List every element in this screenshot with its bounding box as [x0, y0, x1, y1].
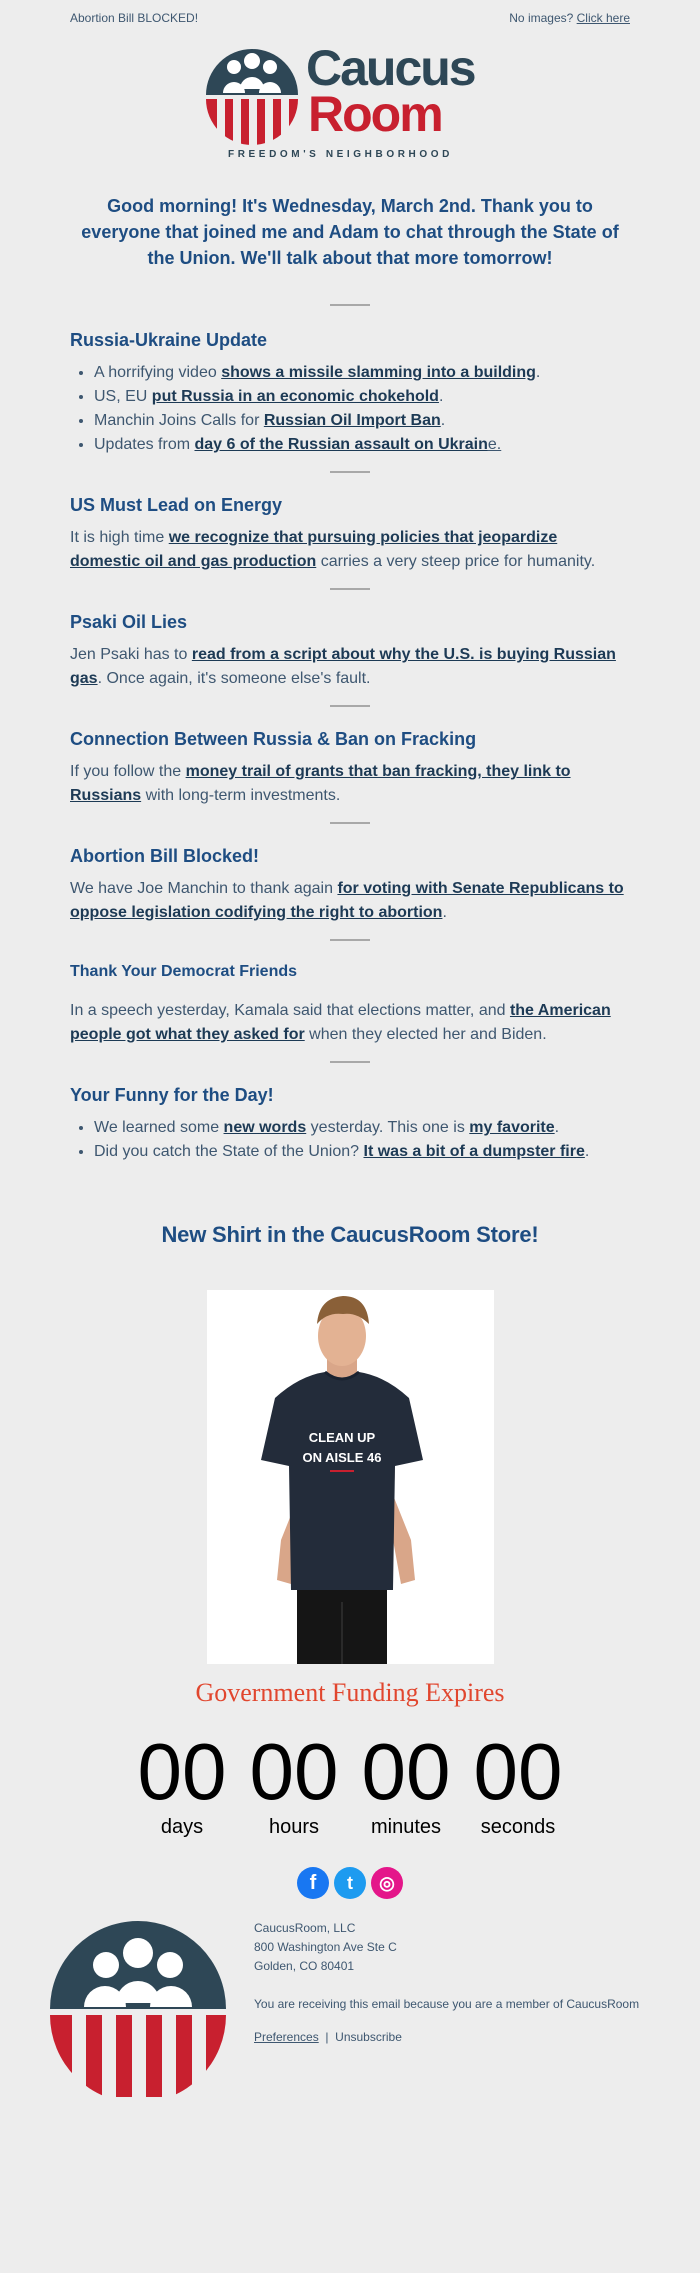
section-abortion [70, 846, 630, 925]
section-title: Your Funny for the Day! [70, 1085, 274, 1105]
list-item: • US, EU put Russia in an economic chokehold. [94, 385, 630, 409]
countdown-label: seconds [480, 1816, 556, 1838]
countdown-timer [70, 1727, 630, 1839]
countdown-value: 00 [249, 1727, 339, 1816]
logo-word-caucus: Caucus [306, 40, 475, 96]
countdown-label: days [160, 1816, 204, 1838]
store-title: New Shirt in the CaucusRoom Store! [161, 1222, 539, 1247]
footer-links [254, 2028, 639, 2047]
section-body: We have Joe Manchin to thank again for voting with Senate Republicans to oppose legislation codifying the right to abortion. [70, 880, 624, 921]
footer-info [254, 1915, 639, 2097]
logo-word-room: Room [308, 86, 442, 142]
click-here-link[interactable]: Click here [576, 11, 630, 25]
senate-vote-link[interactable]: for voting with Senate Republicans to oppose legislation codifying the right to abortion [70, 880, 624, 921]
logo-mark [200, 39, 500, 165]
footer [48, 1915, 700, 2097]
countdown-seconds [462, 1727, 574, 1839]
dumpster-fire-link[interactable]: It was a bit of a dumpster fire [363, 1143, 585, 1160]
no-images-notice: No images? Click here [509, 11, 630, 25]
countdown-value: 00 [473, 1727, 563, 1816]
energy-policy-link[interactable]: we recognize that pursuing policies that jeopardize domestic oil and gas production [70, 529, 558, 570]
logo-tagline: FREEDOM'S NEIGHBORHOOD [228, 149, 453, 160]
company-name: CaucusRoom, LLC [254, 1921, 356, 1935]
list-item: • Did you catch the State of the Union? It was a bit of a dumpster fire. [94, 1140, 630, 1164]
shirt-print-line2: ON AISLE 46 [302, 1450, 381, 1465]
psaki-script-link[interactable]: read from a script about why the U.S. is buying Russian gas [70, 646, 616, 687]
preheader [70, 0, 630, 35]
preheader-subject: Abortion Bill BLOCKED! [70, 11, 199, 25]
email-column [70, 0, 630, 1899]
greeting: Good morning! It's Wednesday, March 2nd. Thank you to everyone that joined me and Adam to chat through the State of the Union. We'll talk about that more tomorrow! [81, 196, 619, 268]
list-item: • Manchin Joins Calls for Russian Oil Import Ban. [94, 409, 630, 433]
section-funny [70, 1085, 630, 1164]
funding-title: Government Funding Expires [195, 1678, 505, 1707]
section-title: Psaki Oil Lies [70, 612, 188, 632]
link-separator: | [325, 2030, 329, 2044]
twitter-icon[interactable]: t [334, 1867, 366, 1899]
section-title: Thank Your Democrat Friends [70, 963, 298, 980]
shirt-print-line1: CLEAN UP [308, 1430, 375, 1445]
new-words-link[interactable]: new words [223, 1119, 307, 1136]
shirt-product-image[interactable] [207, 1290, 494, 1664]
oil-import-ban-link[interactable]: Russian Oil Import Ban [263, 412, 441, 429]
social-links [70, 1867, 630, 1899]
day-six-link-tail[interactable]: e. [487, 436, 502, 453]
section-russia-ukraine [70, 330, 630, 457]
section-body: If you follow the money trail of grants that ban fracking, they link to Russians with long-term investments. [70, 763, 571, 804]
list-item: • Updates from day 6 of the Russian assault on Ukraine. [94, 433, 630, 457]
instagram-icon[interactable]: ◎ [371, 1867, 403, 1899]
section-body: It is high time we recognize that pursuing policies that jeopardize domestic oil and gas production carries a very steep price for humanity. [70, 529, 596, 570]
countdown-value: 00 [137, 1727, 227, 1816]
countdown-minutes [350, 1727, 462, 1839]
footer-logo-mark [48, 1915, 228, 2097]
section-title: US Must Lead on Energy [70, 495, 283, 515]
countdown-days [126, 1727, 238, 1839]
section-energy [70, 495, 630, 574]
countdown-hours [238, 1727, 350, 1839]
fracking-grants-link[interactable]: money trail of grants that ban fracking, they link to Russians [70, 763, 571, 804]
american-people-link[interactable]: the American people got what they asked for [70, 1002, 611, 1043]
section-psaki [70, 612, 630, 691]
countdown-value: 00 [361, 1727, 451, 1816]
funny-list [70, 1116, 630, 1164]
list-item: • We learned some new words yesterday. This one is my favorite. [94, 1116, 630, 1140]
my-favorite-link[interactable]: my favorite [469, 1119, 555, 1136]
preferences-link[interactable]: Preferences [254, 2030, 319, 2044]
section-title: Russia-Ukraine Update [70, 330, 268, 350]
membership-notice: You are receiving this email because you are a member of CaucusRoom [254, 1997, 640, 2011]
section-title: Connection Between Russia & Ban on Fracking [70, 729, 477, 749]
section-fracking [70, 729, 630, 808]
shirt-model-illustration [207, 1290, 494, 1664]
missile-video-link[interactable]: shows a missile slamming into a building [221, 364, 536, 381]
address-line2: Golden, CO 80401 [254, 1959, 355, 1973]
countdown-label: hours [268, 1816, 320, 1838]
list-item: • A horrifying video shows a missile slamming into a building. [94, 361, 630, 385]
day-six-link[interactable]: day 6 of the Russian assault on Ukrain [194, 436, 488, 453]
address-line1: 800 Washington Ave Ste C [254, 1940, 397, 1954]
economic-chokehold-link[interactable]: put Russia in an economic chokehold [151, 388, 439, 405]
russia-list [70, 361, 630, 457]
unsubscribe-link[interactable]: Unsubscribe [335, 2030, 402, 2044]
section-title: Abortion Bill Blocked! [70, 846, 259, 866]
caucusroom-logo[interactable] [70, 39, 630, 165]
section-democrat-friends [70, 963, 630, 1047]
section-body: Jen Psaki has to read from a script about why the U.S. is buying Russian gas. Once again, it's someone else's fault. [70, 646, 616, 687]
facebook-icon[interactable]: f [297, 1867, 329, 1899]
countdown-label: minutes [370, 1816, 442, 1838]
section-body: In a speech yesterday, Kamala said that elections matter, and the American people got what they asked for when they elected her and Biden. [70, 1002, 611, 1043]
